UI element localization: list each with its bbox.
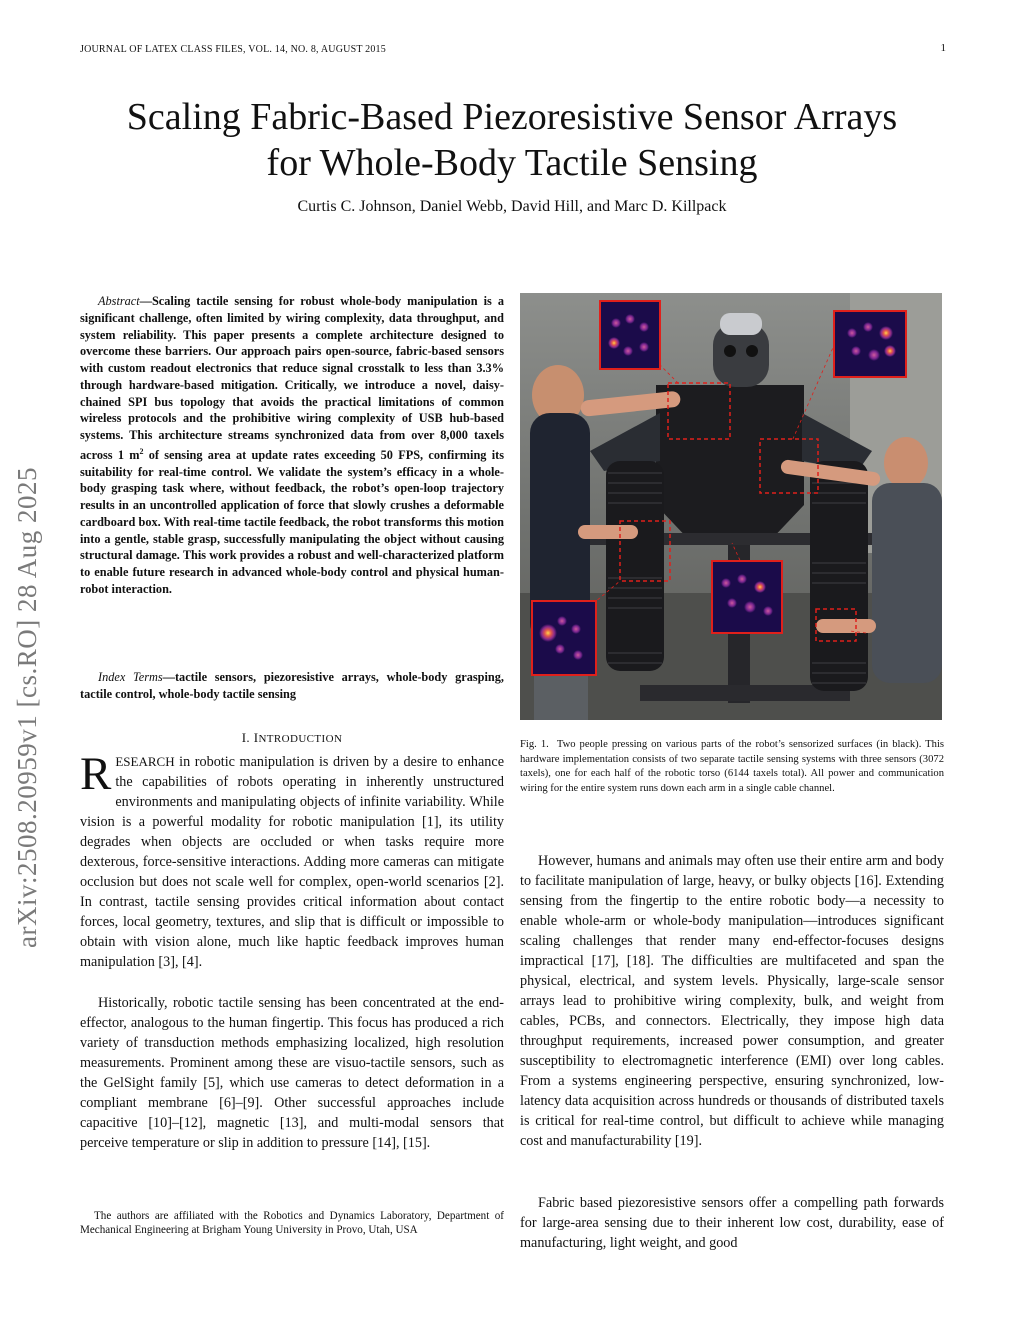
- robot-head-top: [720, 313, 762, 335]
- index-terms-text: —tactile sensors, piezoresistive arrays, whole-body grasping, tactile control, whole-body tactile sensing: [80, 670, 504, 701]
- author-list: Curtis C. Johnson, Daniel Webb, David Hill, and Marc D. Killpack: [297, 198, 727, 215]
- index-terms-label: Index Terms: [98, 670, 163, 684]
- arxiv-stamp: arXiv:2508.20959v1 [cs.RO] 28 Aug 2025: [12, 467, 42, 948]
- affiliation-footnote: The authors are affiliated with the Robotics and Dynamics Laboratory, Department of Mechanical Engineering at Brigham Young University in Provo, Utah, USA: [80, 1210, 504, 1236]
- intro-paragraph-1: [80, 748, 504, 972]
- title-line-2: for Whole-Body Tactile Sensing: [266, 142, 758, 184]
- heatmap-inset-top-left: [600, 301, 660, 369]
- index-terms: [80, 669, 504, 703]
- title-line-1: Scaling Fabric-Based Piezoresistive Sensor Arrays: [126, 96, 898, 138]
- right-paragraph-2: Fabric based piezoresistive sensors offer a compelling path forwards for large-area sensing due to their inherent low cost, durability, ease of manufacturing, light weight, and good: [520, 1195, 944, 1251]
- running-header: JOURNAL OF LATEX CLASS FILES, VOL. 14, NO. 8, AUGUST 2015: [80, 44, 386, 55]
- intro-paragraph-2: Historically, robotic tactile sensing has been concentrated at the end-effector, analogous to the human fingertip. This focus has produced a rich variety of transduction methods emphasizing localized, high resolution measurements. Prominent among these are visuo-tactile sensors, such as the GelSight family [5], which use cameras to detect deformation in a compliant membrane [6]–[9]. Other successful approaches include capacitive [10]–[12], magnetic [13], and multi-modal sensors that perceive temperature or slip in addition to pressure [14], [15].: [80, 995, 504, 1151]
- section-numeral: I.: [241, 730, 254, 745]
- right-arm: [810, 461, 868, 691]
- figure-caption-label: Fig. 1.: [520, 739, 549, 750]
- section-rest: NTRODUCTION: [258, 733, 343, 745]
- figure-caption-text: Two people pressing on various parts of the robot’s sensorized surfaces (in black). This hardware implementation consists of two separate tactile sensing systems with three sensors (3072 taxels), one for each half of the robotic torso (6144 taxels total). All power and communication wiring for the entire system runs down each arm in a single cable channel.: [520, 739, 945, 794]
- abstract-text-after: of sensing area at update rates exceeding 50 FPS, confirming its suitability for real-time control. We validate the system’s efficacy in a whole-body grasping task where, without feedback, the robot’s open-loop trajectory results in an uncontrolled application of force that slowly crushes a deformable cardboard box. With real-time tactile feedback, the robot transforms this motion into a gentle, stable grasp, successfully manipulating the object without causing structural damage. This work provides a robust and well-characterized platform to enable future research in advanced whole-body control and physical human-robot interaction.: [80, 447, 504, 596]
- page-number: 1: [940, 42, 946, 54]
- left-arm: [606, 461, 664, 671]
- heatmap-inset-bottom-center: [712, 561, 782, 633]
- abstract: [80, 293, 504, 598]
- right-paragraph-1: However, humans and animals may often use their entire arm and body to facilitate manipulation of large, heavy, or bulky objects [16]. Extending sensing from the fingertip to the entire robotic body—a necessity to enable whole-arm or whole-body manipulation—introduces significant scaling challenges that render many end-effector-focuses designs impractical [17], [18]. The difficulties are multifaceted and span the physical, electrical, and system levels. Physically, large-scale sensor arrays lead to prohibitive wiring complexity, bulk, and weight from cables, PCBs, and connectors. Electrically, they impose high data throughput requirements, increased power consumption, and greater susceptibility to electromagnetic interference (EMI) over long cables. From a systems engineering perspective, ensuring synchronized, low-latency data acquisition across hundreds or thousands of distributed taxels is critical for real-time control, but difficult to achieve while managing cost and manufacturability [19].: [520, 853, 944, 1149]
- robot-photo-illustration: [520, 293, 942, 720]
- heatmap-inset-top-right: [834, 311, 906, 377]
- robot-eye-left: [724, 345, 736, 357]
- abstract-text: —Scaling tactile sensing for robust whole-body manipulation is a significant challenge, often limited by wiring complexity, data throughput, and system reliability. This paper presents a complete architecture designed to overcome these barriers. Our approach pairs open-source, fabric-based sensors with custom readout electronics that reduce signal crosstalk to less than 3.3% through hardware-based mitigation. Critically, we introduce a novel, daisy-chained SPI bus topology that avoids the practical limitations of common wireless protocols and the prohibitive wiring complexity of USB hub-based systems. This architecture streams synchronized data from over 8,000 taxels across 1 m: [80, 294, 504, 462]
- abstract-superscript: 2: [139, 446, 144, 456]
- abstract-label: Abstract: [98, 294, 140, 308]
- intro-caps: ESEARCH: [115, 754, 175, 769]
- heatmap-inset-bottom-left: [532, 601, 596, 675]
- robot-eye-right: [746, 345, 758, 357]
- intro-text-1: in robotic manipulation is driven by a desire to enhance the capabilities of robots operating in inherently unstructured environments and manipulating objects of infinite variability. While vision is a powerful modality for robotic manipulation [1], its utility degrades when objects are occluded or when tasks require more dexterous, force-sensitive interactions. Adding more cameras can mitigate occlusion but does not scale well for complex, open-world scenarios [2]. In contrast, tactile sensing provides critical information about contact forces, local geometry, textures, and slip that is difficult or impossible to obtain with vision alone, much like haptic feedback improves human manipulation [3], [4].: [80, 754, 504, 970]
- figure-1-photo: [520, 293, 942, 720]
- section-heading: [80, 730, 504, 746]
- drop-cap: R: [80, 748, 112, 800]
- figure-caption: [520, 738, 944, 796]
- paper-title: [60, 94, 964, 186]
- section-first-letter: I: [253, 730, 259, 745]
